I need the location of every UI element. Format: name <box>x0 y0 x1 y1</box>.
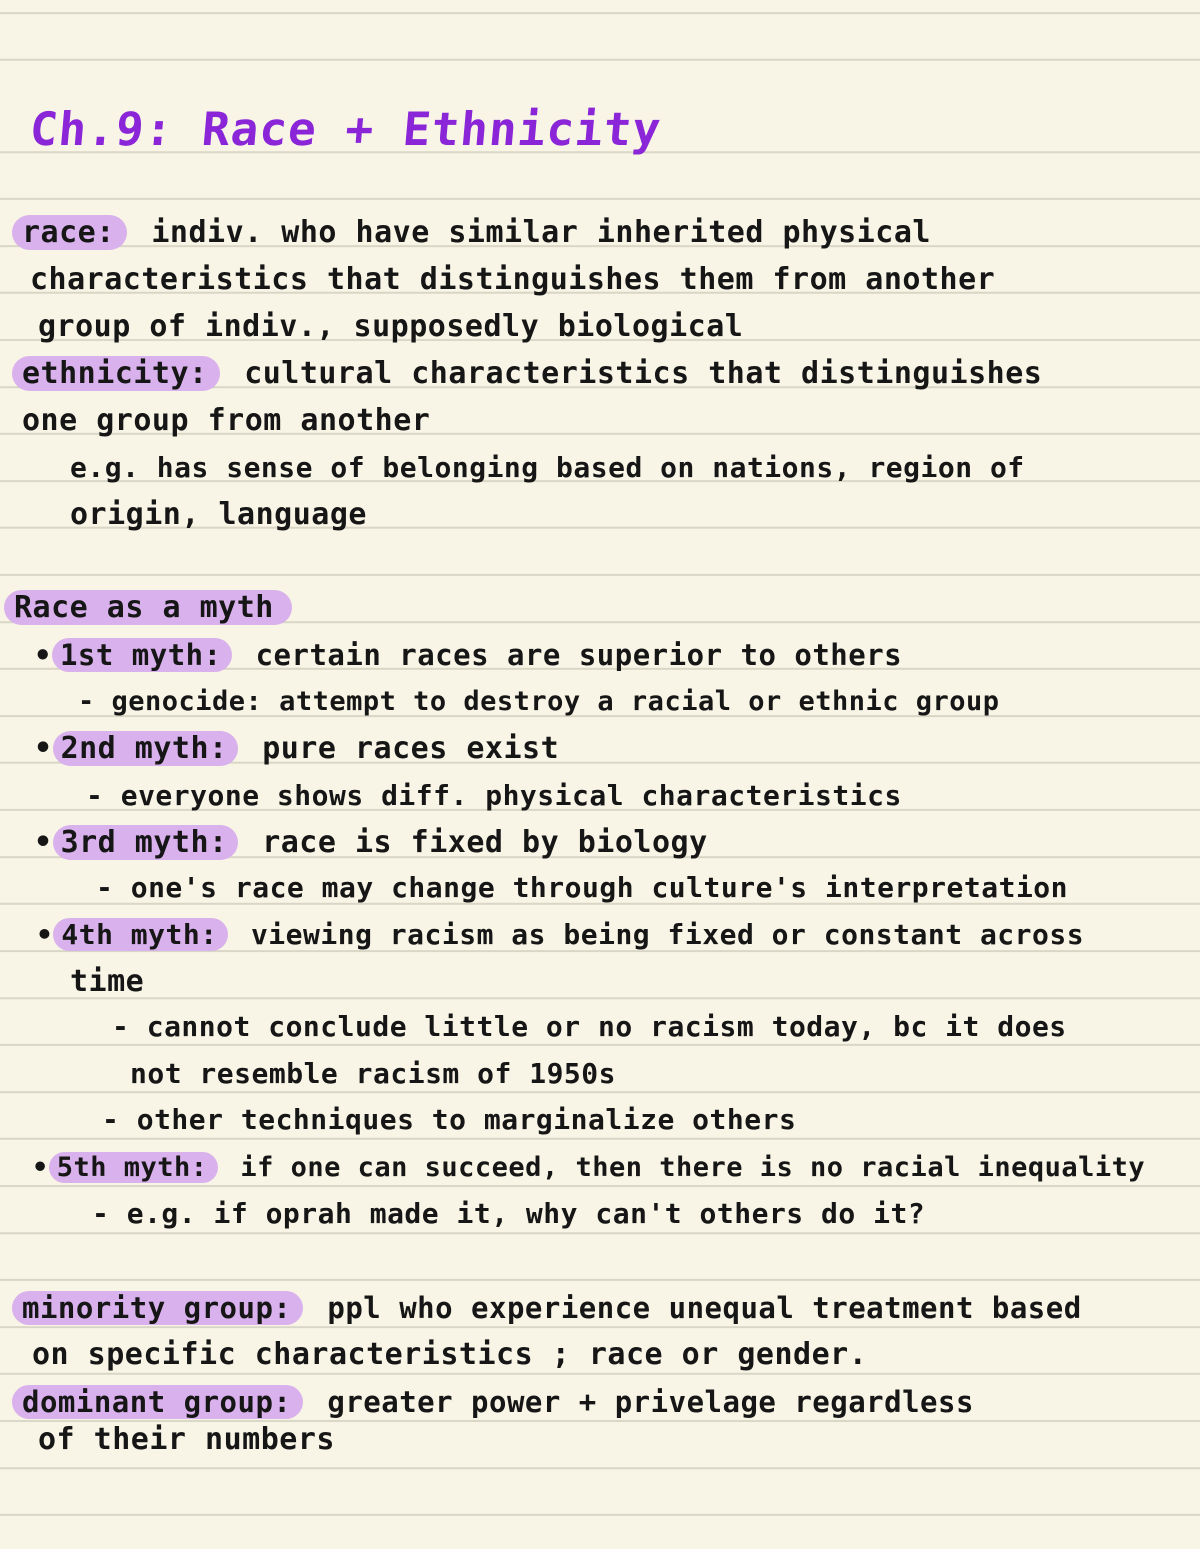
race-definition-line-1 <box>22 213 931 253</box>
dominant-group-text-1: greater power + privelage regardless <box>327 1385 974 1419</box>
myth-5-sub-1: - e.g. if oprah made it, why can't others do it? <box>92 1197 926 1230</box>
myth-5-label: 5th myth: <box>49 1152 218 1183</box>
myths-heading-line <box>14 588 298 628</box>
ethnicity-example-line-1: e.g. has sense of belonging based on nations, region of <box>70 451 1025 484</box>
race-term: race: <box>12 215 127 250</box>
ethnicity-definition-line-1 <box>22 354 1042 394</box>
bullet: • <box>34 731 53 766</box>
dominant-group-line-2: of their numbers <box>38 1422 335 1457</box>
dominant-group-term: dominant group: <box>12 1385 303 1419</box>
myth-3-sub-1: - one's race may change through culture's interpretation <box>96 871 1069 904</box>
race-definition-line-3: group of indiv., supposedly biological <box>38 309 744 344</box>
bullet: • <box>32 1152 49 1183</box>
minority-group-text-1: ppl who experience unequal treatment based <box>327 1291 1082 1325</box>
myth-4-line <box>36 915 1084 955</box>
myth-4-sub-1-cont: not resemble racism of 1950s <box>130 1057 617 1090</box>
race-definition-line-2: characteristics that distinguishes them from another <box>30 262 996 297</box>
minority-group-line-2: on specific characteristics ; race or gender. <box>32 1337 868 1372</box>
ethnicity-term: ethnicity: <box>12 356 220 391</box>
myth-3-line <box>34 823 708 863</box>
myth-5-line <box>32 1148 1145 1188</box>
bullet: • <box>36 918 54 951</box>
myth-5-text: if one can succeed, then there is no racial inequality <box>240 1152 1146 1183</box>
myth-4-label: 4th myth: <box>53 918 227 951</box>
ethnicity-definition-line-2: one group from another <box>22 403 431 438</box>
myth-4-sub-1: - cannot conclude little or no racism today, bc it does <box>112 1010 1067 1043</box>
myth-2-text: pure races exist <box>262 731 560 766</box>
bullet: • <box>34 638 52 672</box>
myths-heading: Race as a myth <box>4 590 292 625</box>
myth-2-line <box>34 729 559 769</box>
myth-1-sub-1: - genocide: attempt to destroy a racial or ethnic group <box>78 686 1000 717</box>
myth-4-line-2: time <box>70 964 145 999</box>
myth-2-sub-1: - everyone shows diff. physical characteristics <box>86 779 902 812</box>
myth-1-label: 1st myth: <box>52 638 232 672</box>
myth-3-label: 3rd myth: <box>53 825 238 860</box>
dominant-group-line-1 <box>22 1382 974 1422</box>
page-title: Ch.9: Race + Ethnicity <box>27 102 664 156</box>
ethnicity-example-line-2: origin, language <box>70 497 367 532</box>
minority-group-line-1 <box>22 1288 1082 1328</box>
myth-1-text: certain races are superior to others <box>255 638 903 672</box>
minority-group-term: minority group: <box>12 1291 303 1325</box>
myth-4-sub-2: - other techniques to marginalize others <box>102 1103 797 1136</box>
ethnicity-definition-text-1: cultural characteristics that distinguishes <box>244 356 1043 391</box>
myth-1-line <box>34 635 902 675</box>
race-definition-text-1: indiv. who have similar inherited physical <box>151 215 931 250</box>
myth-4-text: viewing racism as being fixed or constant across <box>250 918 1085 951</box>
myth-2-label: 2nd myth: <box>53 731 238 766</box>
myth-3-text: race is fixed by biology <box>262 825 708 860</box>
bullet: • <box>34 825 53 860</box>
